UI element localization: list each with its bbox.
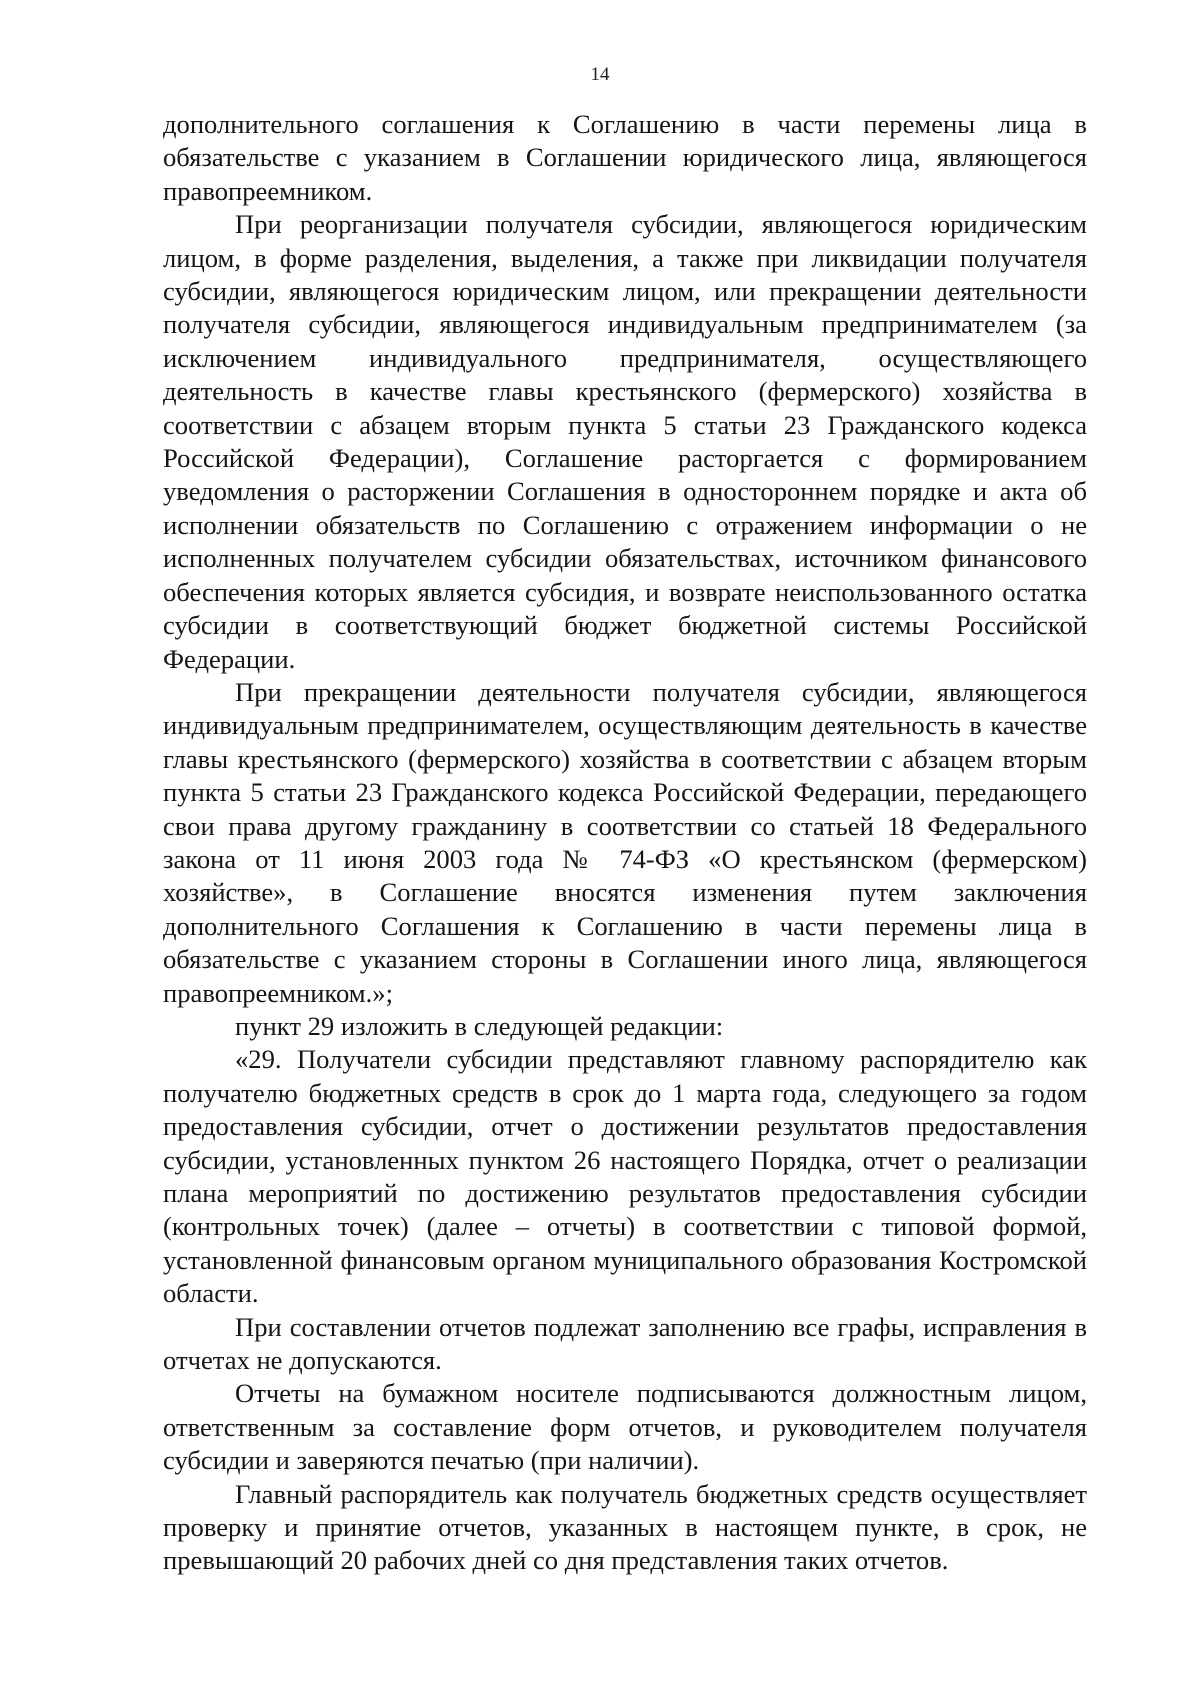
document-body (163, 108, 1087, 1578)
paragraph: При составлении отчетов подлежат заполнению все графы, исправления в отчетах не допускаются. (163, 1311, 1087, 1376)
paragraph: При прекращении деятельности получателя субсидии, являющегося индивидуальным предпринимателем, осуществляющим деятельность в качестве главы крестьянского (фермерского) хозяйства в соответствии с абзацем вторым пункта 5 статьи 23 Гражданского кодекса Российской Федерации, передающего свои права другому гражданину в соответствии со статьей 18 Федерального закона от 11 июня 2003 года № 74-ФЗ «О крестьянском (фермерском) хозяйстве», в Соглашение вносятся изменения путем заключения дополнительного Соглашения к Соглашению в части перемены лица в обязательстве с указанием стороны в Соглашении иного лица, являющегося правопреемником.»; (163, 676, 1087, 1008)
paragraph: Отчеты на бумажном носителе подписываются должностным лицом, ответственным за составление форм отчетов, и руководителем получателя субсидии и заверяются печатью (при наличии). (163, 1378, 1087, 1476)
paragraph: дополнительного соглашения к Соглашению в части перемены лица в обязательстве с указанием в Соглашении юридического лица, являющегося правопреемником. (163, 109, 1087, 206)
paragraph: «29. Получатели субсидии представляют главному распорядителю как получателю бюджетных средств в срок до 1 марта года, следующего за годом предоставления субсидии, отчет о достижении результатов предоставления субсидии, установленных пунктом 26 настоящего Порядка, отчет о реализации плана мероприятий по достижению результатов предоставления субсидии (контрольных точек) (далее – отчеты) в соответствии с типовой формой, установленной финансовым органом муниципального образования Костромской области. (163, 1044, 1087, 1309)
paragraph: пункт 29 изложить в следующей редакции: (235, 1010, 724, 1041)
paragraph: При реорганизации получателя субсидии, являющегося юридическим лицом, в форме разделения, выделения, а также при ликвидации получателя субсидии, являющегося юридическим лицом, или прекращении деятельности получателя субсидии, являющегося индивидуальным предпринимателем (за исключением индивидуального предпринимателя, осуществляющего деятельность в качестве главы крестьянского (фермерского) хозяйства в соответствии с абзацем вторым пункта 5 статьи 23 Гражданского кодекса Российской Федерации), Соглашение расторгается с формированием уведомления о расторжении Соглашения в одностороннем порядке и акта об исполнении обязательств по Соглашению с отражением информации о не исполненных получателем субсидии обязательствах, источником финансового обеспечения которых является субсидия, и возврате неиспользованного остатка субсидии в соответствующий бюджет бюджетной системы Российской Федерации. (163, 209, 1087, 674)
page-number: 14 (590, 64, 610, 85)
paragraph: Главный распорядитель как получатель бюджетных средств осуществляет проверку и принятие отчетов, указанных в настоящем пункте, в срок, не превышающий 20 рабочих дней со дня представления таких отчетов. (163, 1478, 1087, 1576)
